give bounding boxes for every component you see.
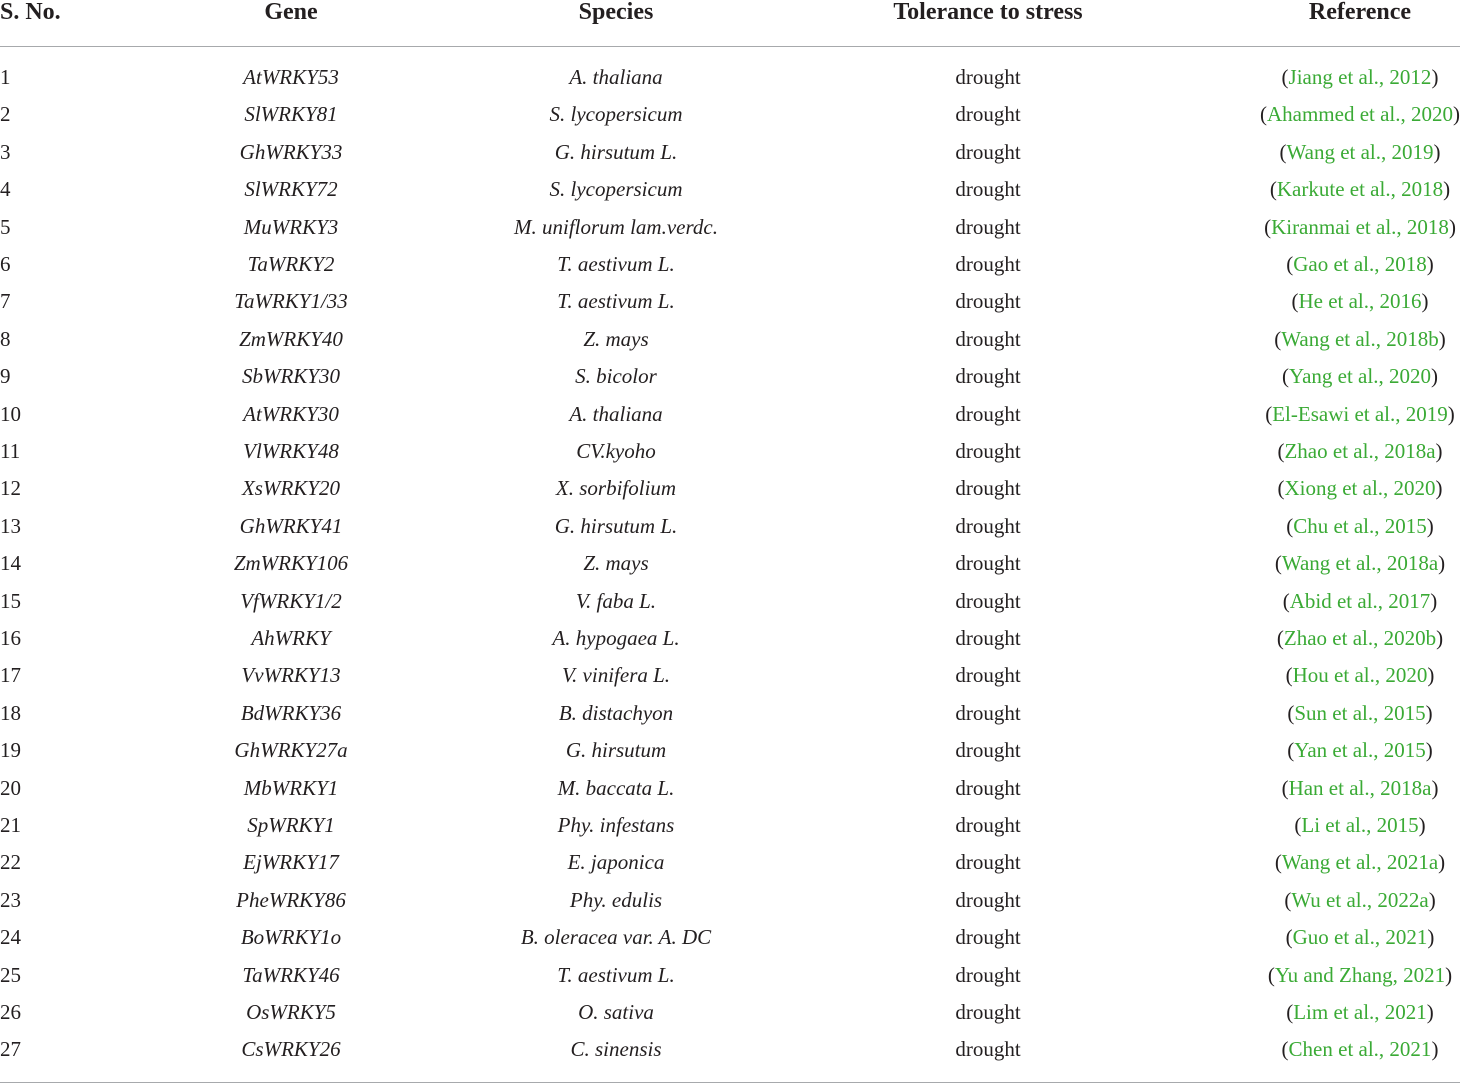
reference-cell [1240,174,1460,204]
reference-cell [1240,960,1460,990]
table-row [0,399,1460,429]
gene-name: SpWRKY1 [247,813,335,837]
table-row [0,436,1460,466]
gene-name: PheWRKY86 [236,887,346,912]
reference-cell [1240,62,1460,92]
reference-cell [1240,324,1460,354]
table-row [0,885,1460,915]
open-paren: ( [1285,925,1293,950]
row-number: 24 [0,925,21,950]
open-paren: ( [1269,177,1277,202]
row-number: 20 [0,775,21,800]
tolerance-value: drought [955,700,1021,725]
open-paren: ( [1277,476,1285,501]
species-name: E. japonica [567,850,665,875]
reference-link[interactable]: Xiong et al., 2020 [1284,476,1436,501]
reference-link[interactable]: Yu and Zhang, 2021 [1274,962,1446,987]
table-row [0,847,1460,877]
reference-cell [1240,212,1460,242]
reference-link[interactable]: Han et al., 2018a [1288,775,1432,800]
close-paren: ) [1438,326,1446,351]
open-paren: ( [1286,1000,1294,1024]
open-paren: ( [1287,738,1295,763]
tolerance-value: drought [955,326,1021,351]
table-row [0,286,1460,316]
close-paren: ) [1445,962,1453,987]
open-paren: ( [1287,700,1295,725]
open-paren: ( [1286,252,1294,276]
close-paren: ) [1425,700,1433,725]
species-name: O. sativa [578,1000,654,1024]
open-paren: ( [1285,663,1293,688]
open-paren: ( [1265,401,1273,426]
reference-link[interactable]: El-Esawi et al., 2019 [1272,401,1448,426]
reference-cell [1240,399,1460,429]
table-row [0,773,1460,803]
open-paren: ( [1281,65,1289,89]
reference-cell [1240,249,1460,279]
row-number: 16 [0,626,21,650]
tolerance-value: drought [955,65,1021,89]
reference-link[interactable]: Abid et al., 2017 [1289,588,1431,613]
table-row [0,810,1460,840]
gene-name: VlWRKY48 [243,439,339,463]
reference-link[interactable]: Yan et al., 2015 [1294,738,1426,763]
table-row [0,623,1460,653]
open-paren: ( [1294,813,1302,837]
table-row [0,586,1460,616]
tolerance-value: drought [955,364,1021,389]
tolerance-value: drought [955,588,1021,613]
reference-link[interactable]: Chu et al., 2015 [1293,513,1427,538]
header-rule [0,46,1460,47]
reference-cell [1240,511,1460,541]
species-name: G. hirsutum [565,738,667,763]
row-number: 2 [0,102,11,127]
tolerance-value: drought [955,663,1021,688]
species-name: B. distachyon [558,700,674,725]
tolerance-value: drought [955,102,1021,127]
close-paren: ) [1436,626,1444,650]
tolerance-value: drought [955,289,1021,314]
gene-name: AtWRKY53 [243,65,339,89]
reference-cell [1240,698,1460,728]
row-number: 21 [0,813,21,837]
reference-link[interactable]: Wang et al., 2018a [1281,551,1439,576]
table-row [0,361,1460,391]
reference-link[interactable]: Zhao et al., 2020b [1283,626,1437,650]
close-paren: ) [1431,65,1439,89]
species-name: CV.kyoho [576,439,656,463]
reference-link[interactable]: Li et al., 2015 [1301,813,1419,837]
tolerance-value: drought [955,813,1021,837]
row-number: 22 [0,850,21,875]
table-row [0,698,1460,728]
open-paren: ( [1267,962,1275,987]
reference-link[interactable]: Guo et al., 2021 [1292,925,1428,950]
tolerance-value: drought [955,887,1021,912]
tolerance-value: drought [955,850,1021,875]
header-reference: Reference [1308,0,1412,25]
open-paren: ( [1281,1037,1289,1062]
open-paren: ( [1282,588,1290,613]
reference-link[interactable]: Hou et al., 2020 [1292,663,1428,688]
tolerance-value: drought [955,139,1021,164]
close-paren: ) [1443,177,1451,202]
reference-cell [1240,361,1460,391]
row-number: 9 [0,364,11,389]
gene-name: TaWRKY46 [242,962,340,987]
species-name: T. aestivum L. [557,289,675,314]
tolerance-value: drought [955,925,1021,950]
tolerance-value: drought [955,626,1021,650]
table-row [0,174,1460,204]
open-paren: ( [1286,513,1294,538]
species-name: T. aestivum L. [557,252,675,276]
table-row [0,324,1460,354]
reference-cell [1240,810,1460,840]
species-name: G. hirsutum L. [554,139,678,164]
species-name: S. lycopersicum [549,102,683,127]
tolerance-value: drought [955,1037,1021,1062]
table-row [0,212,1460,242]
species-name: Z. mays [583,551,649,576]
row-number: 8 [0,326,11,351]
tolerance-value: drought [955,775,1021,800]
tolerance-value: drought [955,177,1021,202]
gene-name: SlWRKY81 [244,102,338,127]
species-name: M. baccata L. [557,775,675,800]
row-number: 7 [0,289,11,314]
gene-name: MbWRKY1 [243,775,339,800]
gene-name: ZmWRKY40 [239,326,343,351]
close-paren: ) [1426,513,1434,538]
table-row [0,922,1460,952]
gene-name: XsWRKY20 [241,476,340,501]
header-species: Species [578,0,654,25]
tolerance-value: drought [955,962,1021,987]
gene-name: EjWRKY17 [243,850,339,875]
reference-cell [1240,137,1460,167]
table-row [0,960,1460,990]
species-name: S. bicolor [575,364,657,389]
reference-link[interactable]: Yang et al., 2020 [1289,364,1431,389]
row-number: 13 [0,513,21,538]
reference-link[interactable]: Zhao et al., 2018a [1284,439,1436,463]
table-row [0,511,1460,541]
gene-name: GhWRKY33 [239,139,343,164]
row-number: 17 [0,663,21,688]
species-name: Phy. edulis [569,887,663,912]
reference-cell [1240,586,1460,616]
tolerance-value: drought [955,551,1021,576]
table-row [0,660,1460,690]
reference-link[interactable]: Chen et al., 2021 [1288,1037,1432,1062]
table-row [0,735,1460,765]
row-number: 1 [0,65,11,89]
open-paren: ( [1281,775,1289,800]
table-row [0,548,1460,578]
table-row [0,997,1460,1027]
close-paren: ) [1435,439,1443,463]
table-row [0,62,1460,92]
tolerance-value: drought [955,439,1021,463]
close-paren: ) [1431,775,1439,800]
header-tolerance: Tolerance to stress [893,0,1083,25]
species-name: A. hypogaea L. [552,626,680,650]
species-name: Phy. infestans [557,813,675,837]
gene-name: CsWRKY26 [241,1037,341,1062]
reference-cell [1240,660,1460,690]
row-number: 10 [0,401,21,426]
close-paren: ) [1447,401,1455,426]
gene-name: AtWRKY30 [243,401,339,426]
close-paren: ) [1426,1000,1434,1024]
close-paren: ) [1438,551,1446,576]
species-name: A. thaliana [569,65,663,89]
close-paren: ) [1427,925,1435,950]
close-paren: ) [1438,850,1446,875]
tolerance-value: drought [955,214,1021,239]
species-name: C. sinensis [570,1037,662,1062]
species-name: V. vinifera L. [561,663,671,688]
reference-cell [1240,885,1460,915]
row-number: 25 [0,962,21,987]
reference-cell [1240,99,1460,129]
reference-link[interactable]: Wang et al., 2018b [1281,326,1439,351]
table-row [0,473,1460,503]
species-name: M. uniflorum lam.verdc. [514,214,718,239]
gene-name: GhWRKY27a [234,738,348,763]
gene-name: AhWRKY [251,626,331,650]
row-number: 15 [0,588,21,613]
reference-cell [1240,847,1460,877]
open-paren: ( [1274,551,1282,576]
tolerance-value: drought [955,252,1021,276]
table-header [0,0,1460,28]
table-row [0,99,1460,129]
close-paren: ) [1425,738,1433,763]
reference-cell [1240,286,1460,316]
gene-name: MuWRKY3 [243,214,339,239]
tolerance-value: drought [955,513,1021,538]
row-number: 23 [0,887,21,912]
row-number: 4 [0,177,11,202]
gene-name: VfWRKY1/2 [240,588,342,613]
close-paren: ) [1435,476,1443,501]
close-paren: ) [1418,813,1426,837]
tolerance-value: drought [955,738,1021,763]
open-paren: ( [1276,626,1284,650]
close-paren: ) [1428,887,1436,912]
open-paren: ( [1291,289,1299,314]
species-name: X. sorbifolium [555,476,677,501]
close-paren: ) [1426,252,1434,276]
species-name: T. aestivum L. [557,962,675,987]
gene-name: VvWRKY13 [241,663,341,688]
open-paren: ( [1282,364,1290,389]
reference-link[interactable]: Ahammed et al., 2020 [1266,102,1454,127]
row-number: 5 [0,214,11,239]
bottom-rule [0,1082,1460,1083]
open-paren: ( [1274,326,1282,351]
reference-cell [1240,773,1460,803]
close-paren: ) [1433,139,1441,164]
reference-cell [1240,473,1460,503]
tolerance-value: drought [955,476,1021,501]
open-paren: ( [1259,102,1267,127]
reference-cell [1240,1034,1460,1064]
row-number: 12 [0,476,21,501]
close-paren: ) [1430,364,1438,389]
table-row [0,137,1460,167]
open-paren: ( [1279,139,1287,164]
gene-name: GhWRKY41 [239,513,343,538]
gene-name: ZmWRKY106 [233,551,349,576]
row-number: 19 [0,738,21,763]
reference-link[interactable]: Wang et al., 2019 [1286,139,1434,164]
species-name: B. oleracea var. A. DC [520,925,712,950]
gene-name: SlWRKY72 [244,177,338,202]
close-paren: ) [1453,102,1460,127]
reference-cell [1240,623,1460,653]
reference-cell [1240,735,1460,765]
table-row [0,249,1460,279]
tolerance-value: drought [955,401,1021,426]
species-name: A. thaliana [569,401,663,426]
table-row [0,1034,1460,1064]
reference-link[interactable]: Gao et al., 2018 [1293,252,1427,276]
open-paren: ( [1284,887,1292,912]
close-paren: ) [1421,289,1429,314]
open-paren: ( [1264,214,1272,239]
gene-name: TaWRKY2 [247,252,335,276]
reference-cell [1240,548,1460,578]
species-name: S. lycopersicum [549,177,683,202]
species-name: G. hirsutum L. [554,513,678,538]
species-name: V. faba L. [575,588,657,613]
gene-name: OsWRKY5 [246,1000,336,1024]
gene-name: BdWRKY36 [240,700,342,725]
reference-link[interactable]: Wu et al., 2022a [1291,887,1429,912]
reference-link[interactable]: Kiranmai et al., 2018 [1271,214,1449,239]
row-number: 26 [0,1000,21,1024]
reference-link[interactable]: Jiang et al., 2012 [1288,65,1432,89]
open-paren: ( [1277,439,1285,463]
reference-cell [1240,922,1460,952]
reference-link[interactable]: Karkute et al., 2018 [1276,177,1444,202]
gene-name: SbWRKY30 [241,364,340,389]
reference-link[interactable]: Lim et al., 2021 [1293,1000,1427,1024]
tolerance-value: drought [955,1000,1021,1024]
open-paren: ( [1274,850,1282,875]
row-number: 27 [0,1037,21,1062]
row-number: 14 [0,551,21,576]
reference-link[interactable]: Sun et al., 2015 [1294,700,1426,725]
close-paren: ) [1448,214,1456,239]
close-paren: ) [1430,588,1438,613]
close-paren: ) [1427,663,1435,688]
row-number: 3 [0,139,11,164]
row-number: 11 [0,439,21,463]
reference-link[interactable]: Wang et al., 2021a [1281,850,1439,875]
species-name: Z. mays [583,326,649,351]
row-number: 6 [0,252,11,276]
gene-name: TaWRKY1/33 [234,289,348,314]
reference-link[interactable]: He et al., 2016 [1298,289,1422,314]
row-number: 18 [0,700,21,725]
header-gene: Gene [264,0,318,25]
header-sno: S. No. [0,0,61,25]
reference-cell [1240,436,1460,466]
gene-name: BoWRKY1o [240,925,342,950]
reference-cell [1240,997,1460,1027]
close-paren: ) [1431,1037,1439,1062]
